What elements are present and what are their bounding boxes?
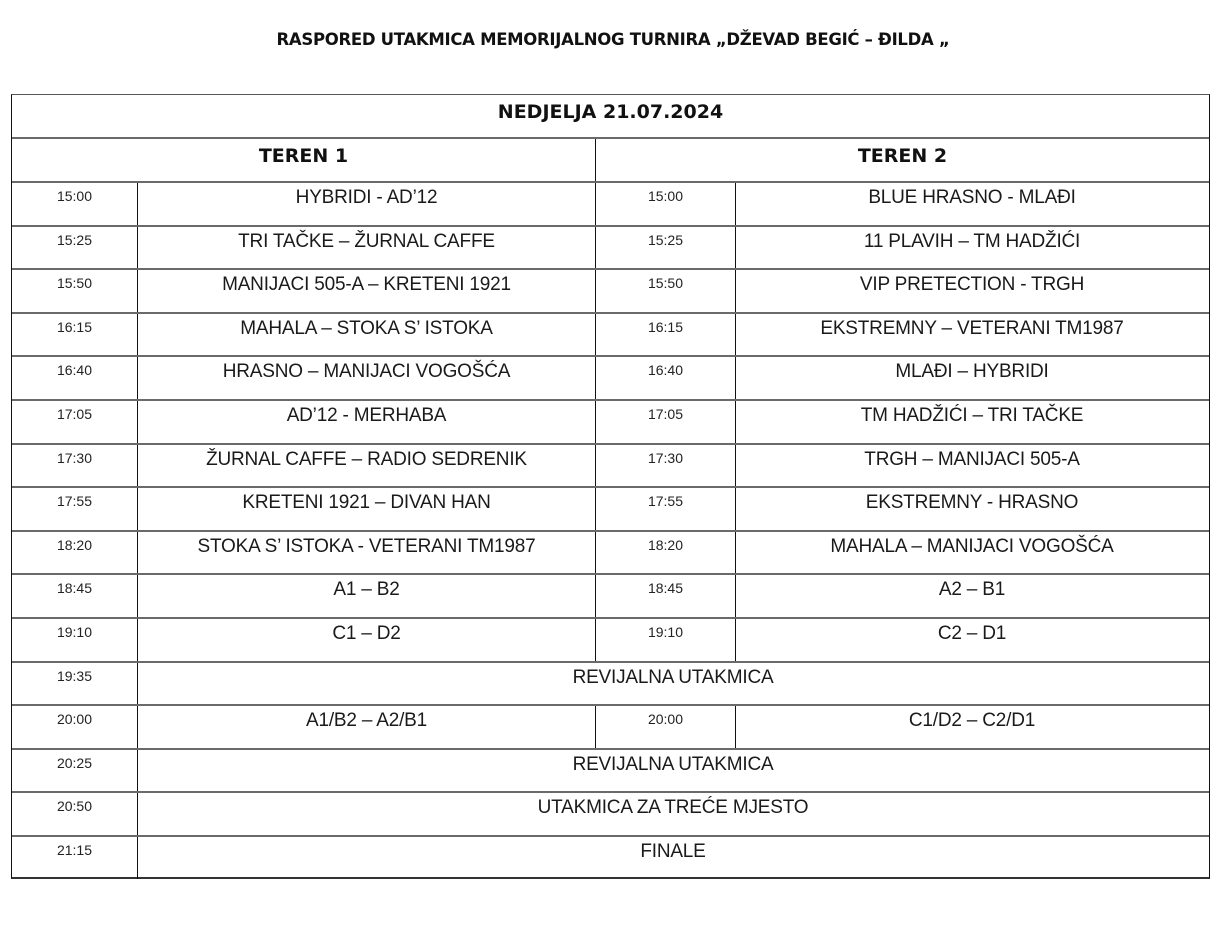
match-time: 16:40 bbox=[56, 362, 93, 379]
field-header-1: TEREN 1 bbox=[258, 145, 349, 167]
match-time: 17:30 bbox=[56, 449, 93, 466]
match-teams: MANIJACI 505-A – KRETENI 1921 bbox=[222, 274, 511, 296]
match-time: 15:00 bbox=[647, 188, 684, 204]
time-cell bbox=[12, 663, 137, 705]
table-row bbox=[12, 748, 1209, 792]
teren-1-time-cell bbox=[12, 445, 137, 487]
match-teams: MLAĐI – HYBRIDI bbox=[895, 361, 1049, 383]
teren-2-match-cell bbox=[735, 357, 1208, 399]
teren-2-match-cell bbox=[735, 314, 1208, 356]
match-time: 19:35 bbox=[56, 667, 93, 684]
match-time: 16:40 bbox=[647, 362, 684, 379]
match-time: 15:50 bbox=[647, 275, 684, 292]
match-teams: EKSTREMNY - HRASNO bbox=[865, 492, 1079, 514]
event-cell bbox=[137, 793, 1208, 835]
teren-1-match-cell bbox=[137, 183, 595, 225]
teren-1-time-cell bbox=[12, 270, 137, 312]
match-time: 15:25 bbox=[56, 231, 93, 248]
match-teams: A1 – B2 bbox=[333, 579, 400, 601]
event-label: REVIJALNA UTAKMICA bbox=[572, 666, 774, 688]
teren-2-time-cell bbox=[595, 227, 735, 269]
match-teams: A2 – B1 bbox=[938, 579, 1006, 601]
teren-2-time-cell bbox=[595, 357, 735, 399]
teren-2-match-cell bbox=[735, 183, 1208, 225]
date-header-row bbox=[12, 95, 1209, 137]
match-time: 18:20 bbox=[56, 536, 93, 553]
match-time: 19:10 bbox=[56, 624, 93, 640]
teren-1-match-cell bbox=[137, 314, 595, 356]
teren-2-time-cell bbox=[595, 401, 735, 443]
teren-2-match-cell bbox=[735, 401, 1208, 443]
teren-2-time-cell bbox=[595, 706, 735, 748]
teren-1-time-cell bbox=[12, 401, 137, 443]
match-time: 18:20 bbox=[647, 536, 684, 553]
match-teams: MAHALA – MANIJACI VOGOŠĆA bbox=[830, 535, 1114, 557]
date-header: NEDJELJA 21.07.2024 bbox=[497, 101, 724, 123]
teren-1-match-cell bbox=[137, 706, 595, 748]
teren-1-match-cell bbox=[137, 270, 595, 312]
match-teams: AD’12 - MERHABA bbox=[286, 405, 447, 426]
teren-2-time-cell bbox=[595, 488, 735, 530]
match-teams: TRGH – MANIJACI 505-A bbox=[864, 448, 1080, 470]
match-time: 20:00 bbox=[56, 711, 93, 728]
teren-2-time-cell bbox=[595, 532, 735, 574]
teren-2-time-cell bbox=[595, 314, 735, 356]
field-header-1-cell bbox=[12, 139, 595, 181]
table-row bbox=[12, 617, 1209, 661]
teren-1-match-cell bbox=[137, 488, 595, 530]
match-time: 15:25 bbox=[647, 231, 684, 248]
event-cell bbox=[137, 663, 1208, 705]
teren-1-match-cell bbox=[137, 401, 595, 443]
match-teams: HRASNO – MANIJACI VOGOŠĆA bbox=[222, 361, 511, 383]
teren-1-time-cell bbox=[12, 619, 137, 661]
match-time: 17:05 bbox=[56, 406, 93, 422]
teren-1-match-cell bbox=[137, 532, 595, 574]
teren-1-time-cell bbox=[12, 227, 137, 269]
document-title: RASPORED UTAKMICA MEMORIJALNOG TURNIRA „DŽEVAD BEGIĆ – ĐILDA „ bbox=[276, 30, 950, 49]
table-row bbox=[12, 312, 1209, 356]
teren-2-match-cell bbox=[735, 270, 1208, 312]
teren-1-time-cell bbox=[12, 532, 137, 574]
teren-1-time-cell bbox=[12, 488, 137, 530]
match-time: 21:15 bbox=[56, 842, 93, 858]
time-cell bbox=[12, 793, 137, 835]
match-teams: STOKA S’ ISTOKA - VETERANI TM1987 bbox=[197, 535, 536, 557]
match-teams: TM HADŽIĆI – TRI TAČKE bbox=[860, 405, 1084, 426]
match-teams: A1/B2 – A2/B1 bbox=[306, 710, 427, 732]
event-label: REVIJALNA UTAKMICA bbox=[572, 753, 774, 775]
teren-2-time-cell bbox=[595, 183, 735, 225]
match-teams: C1 – D2 bbox=[332, 623, 401, 644]
match-teams: MAHALA – STOKA S’ ISTOKA bbox=[240, 317, 493, 339]
teren-2-match-cell bbox=[735, 706, 1208, 748]
teren-1-match-cell bbox=[137, 227, 595, 269]
match-time: 17:30 bbox=[647, 449, 684, 466]
match-time: 20:25 bbox=[56, 754, 93, 771]
table-row bbox=[12, 355, 1209, 399]
match-time: 16:15 bbox=[647, 318, 684, 335]
teren-1-match-cell bbox=[137, 357, 595, 399]
field-header-2: TEREN 2 bbox=[857, 145, 948, 167]
teren-1-time-cell bbox=[12, 314, 137, 356]
teren-2-match-cell bbox=[735, 532, 1208, 574]
match-time: 19:10 bbox=[647, 624, 684, 640]
field-header-2-cell bbox=[595, 139, 1209, 181]
table-row bbox=[12, 268, 1209, 312]
table-row bbox=[12, 443, 1209, 487]
table-row bbox=[12, 225, 1209, 269]
teren-2-time-cell bbox=[595, 445, 735, 487]
match-teams: HYBRIDI - AD’12 bbox=[295, 187, 438, 208]
table-row bbox=[12, 573, 1209, 617]
teren-1-time-cell bbox=[12, 575, 137, 617]
teren-1-time-cell bbox=[12, 706, 137, 748]
teren-2-match-cell bbox=[735, 575, 1208, 617]
teren-1-match-cell bbox=[137, 619, 595, 661]
match-teams: BLUE HRASNO - MLAĐI bbox=[868, 187, 1076, 208]
match-time: 18:45 bbox=[56, 580, 93, 597]
event-cell bbox=[137, 750, 1208, 792]
teren-2-time-cell bbox=[595, 270, 735, 312]
match-teams: 11 PLAVIH – TM HADŽIĆI bbox=[863, 230, 1081, 252]
teren-2-match-cell bbox=[735, 445, 1208, 487]
match-teams: VIP PRETECTION - TRGH bbox=[859, 274, 1085, 296]
match-teams: KRETENI 1921 – DIVAN HAN bbox=[242, 492, 491, 514]
event-label: FINALE bbox=[640, 841, 706, 862]
table-row bbox=[12, 530, 1209, 574]
table-row bbox=[12, 181, 1209, 225]
match-time: 20:00 bbox=[647, 711, 684, 728]
teren-2-match-cell bbox=[735, 619, 1208, 661]
table-row bbox=[12, 399, 1209, 443]
table-row bbox=[12, 835, 1209, 879]
match-time: 18:45 bbox=[647, 580, 684, 597]
match-time: 15:50 bbox=[56, 275, 93, 292]
match-time: 17:55 bbox=[647, 493, 684, 510]
match-time: 16:15 bbox=[56, 318, 93, 335]
teren-1-time-cell bbox=[12, 357, 137, 399]
revijalna-row bbox=[12, 661, 1209, 705]
teren-2-time-cell bbox=[595, 619, 735, 661]
time-cell bbox=[12, 837, 137, 879]
teren-1-match-cell bbox=[137, 575, 595, 617]
match-teams: TRI TAČKE – ŽURNAL CAFFE bbox=[238, 230, 495, 252]
table-row bbox=[12, 791, 1209, 835]
teren-1-match-cell bbox=[137, 445, 595, 487]
field-header-row bbox=[12, 137, 1209, 181]
match-time: 17:55 bbox=[56, 493, 93, 510]
match-time: 15:00 bbox=[56, 188, 93, 204]
schedule-table bbox=[11, 94, 1210, 879]
teren-2-match-cell bbox=[735, 488, 1208, 530]
event-label: UTAKMICA ZA TREĆE MJESTO bbox=[537, 797, 809, 819]
table-row bbox=[12, 486, 1209, 530]
match-teams: ŽURNAL CAFFE – RADIO SEDRENIK bbox=[206, 448, 527, 470]
match-time: 20:50 bbox=[56, 798, 93, 815]
match-teams: C2 – D1 bbox=[937, 623, 1007, 644]
match-teams: C1/D2 – C2/D1 bbox=[908, 710, 1036, 732]
match-time: 17:05 bbox=[647, 406, 684, 422]
semifinal-row bbox=[12, 704, 1209, 748]
teren-2-match-cell bbox=[735, 227, 1208, 269]
event-cell bbox=[137, 837, 1208, 879]
time-cell bbox=[12, 750, 137, 792]
match-teams: EKSTREMNY – VETERANI TM1987 bbox=[820, 317, 1124, 339]
teren-1-time-cell bbox=[12, 183, 137, 225]
teren-2-time-cell bbox=[595, 575, 735, 617]
